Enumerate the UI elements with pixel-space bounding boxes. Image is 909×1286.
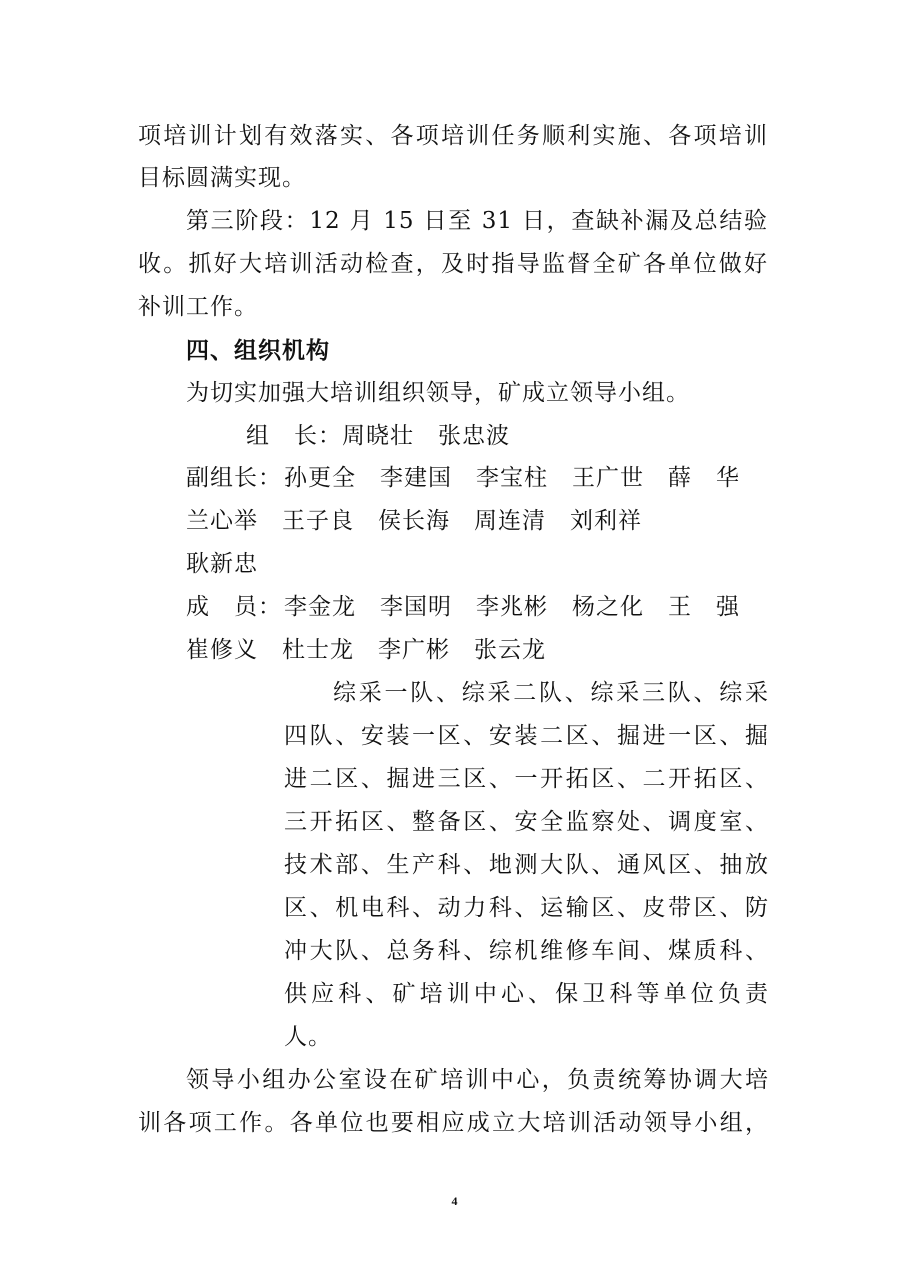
units-line-8: 供应科、矿培训中心、保卫科等单位负责	[284, 981, 769, 1007]
member-names-line-2: 崔修义 杜士龙 李广彬 张云龙	[186, 637, 546, 663]
paragraph-continued-line-2: 目标圆满实现。	[138, 165, 306, 191]
units-line-3: 进二区、掘进三区、一开拓区、二开拓区、	[284, 766, 769, 792]
member-label: 成 员：	[186, 594, 282, 620]
stage3-line-2: 收。抓好大培训活动检查，及时指导监督全矿各单位做好	[138, 251, 768, 277]
page-number: 4	[451, 1194, 458, 1208]
office-line-1: 领导小组办公室设在矿培训中心，负责统筹协调大培	[186, 1067, 769, 1093]
stage3-line-1: 第三阶段：12 月 15 日至 31 日，查缺补漏及总结验	[186, 208, 768, 234]
paragraph-continued-line-1: 项培训计划有效落实、各项培训任务顺利实施、各项培训	[138, 123, 768, 149]
deputy-names-line-3: 耿新忠	[186, 551, 258, 577]
deputy-names-line-2: 兰心举 王子良 侯长海 周连清 刘利祥	[186, 508, 642, 534]
member-names-line-1: 李金龙 李国明 李兆彬 杨之化 王 强	[284, 594, 740, 620]
deputy-label: 副组长：	[186, 465, 282, 491]
units-line-1: 综采一队、综采二队、综采三队、综采	[333, 680, 769, 706]
units-line-7: 冲大队、总务科、综机维修车间、煤质科、	[284, 938, 769, 964]
units-line-6: 区、机电科、动力科、运输区、皮带区、防	[284, 895, 769, 921]
units-line-9: 人。	[284, 1024, 332, 1050]
leader-names: 周晓壮 张忠波	[342, 423, 510, 449]
units-line-4: 三开拓区、整备区、安全监察处、调度室、	[284, 809, 769, 835]
units-line-2: 四队、安装一区、安装二区、掘进一区、掘	[284, 723, 769, 749]
units-line-5: 技术部、生产科、地测大队、通风区、抽放	[284, 852, 769, 878]
stage3-line-3: 补训工作。	[138, 294, 258, 320]
section-intro: 为切实加强大培训组织领导，矿成立领导小组。	[186, 380, 690, 406]
section-heading: 四、组织机构	[186, 338, 330, 364]
leader-label: 组 长：	[246, 423, 342, 449]
office-line-2: 训各项工作。各单位也要相应成立大培训活动领导小组，	[138, 1110, 769, 1136]
deputy-names-line-1: 孙更全 李建国 李宝柱 王广世 薛 华	[284, 465, 740, 491]
